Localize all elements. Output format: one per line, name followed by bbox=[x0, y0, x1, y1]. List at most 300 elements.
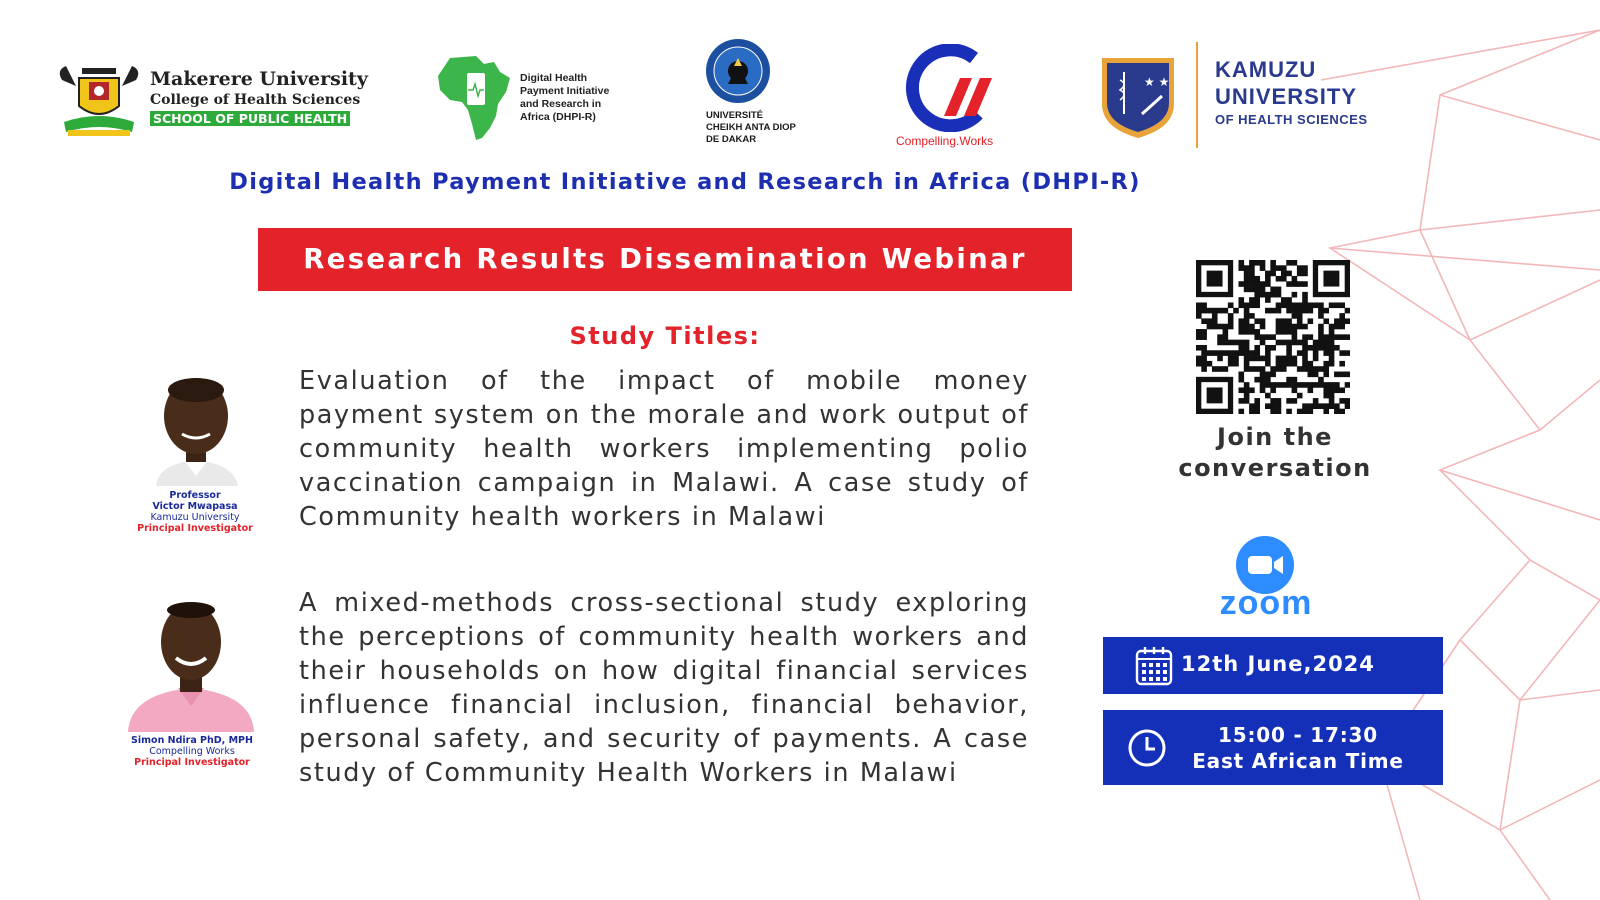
qr-module bbox=[1313, 345, 1319, 351]
qr-module bbox=[1339, 387, 1345, 393]
qr-module bbox=[1318, 329, 1324, 335]
qr-module bbox=[1228, 340, 1234, 346]
dhpi-logo-text bbox=[520, 72, 609, 124]
qr-module bbox=[1323, 340, 1329, 346]
dhpi-line3: and Research in bbox=[520, 98, 602, 110]
qr-module bbox=[1254, 409, 1260, 414]
qr-module bbox=[1260, 292, 1266, 298]
qr-module bbox=[1302, 340, 1308, 346]
qr-module bbox=[1244, 308, 1250, 314]
event-time bbox=[1163, 722, 1433, 774]
qr-finder-pattern bbox=[1323, 271, 1339, 287]
qr-module bbox=[1260, 334, 1266, 340]
qr-module bbox=[1302, 350, 1308, 356]
qr-module bbox=[1323, 387, 1329, 393]
qr-module bbox=[1238, 345, 1244, 351]
qr-module bbox=[1244, 356, 1250, 362]
qr-module bbox=[1308, 308, 1314, 314]
qr-module bbox=[1308, 366, 1314, 372]
qr-module bbox=[1302, 366, 1308, 372]
qr-module bbox=[1292, 387, 1298, 393]
qr-module bbox=[1212, 313, 1218, 319]
study-title-2: A mixed-methods cross-sectional study exploring the perceptions of community health workers and their households on how digital financial services influence financial inclusion, financial behavior, personal safety, and security of payments. A case study of Community Health Workers in Malawi bbox=[299, 588, 1029, 788]
makerere-line3: SCHOOL OF PUBLIC HEALTH bbox=[150, 111, 350, 126]
africa-map-phone-icon bbox=[436, 54, 512, 142]
qr-module bbox=[1292, 313, 1298, 319]
qr-module bbox=[1334, 334, 1340, 340]
headline: Digital Health Payment Initiative and Research in Africa (DHPI-R) bbox=[229, 169, 1141, 195]
qr-module bbox=[1244, 350, 1250, 356]
qr-module bbox=[1244, 287, 1250, 293]
qr-module bbox=[1249, 302, 1255, 308]
qr-module bbox=[1260, 340, 1266, 346]
qr-module bbox=[1334, 324, 1340, 330]
time-line2: East African Time bbox=[1192, 749, 1404, 773]
qr-module bbox=[1238, 377, 1244, 383]
qr-module bbox=[1244, 271, 1250, 277]
qr-module bbox=[1323, 409, 1329, 414]
qr-module bbox=[1302, 382, 1308, 388]
qr-module bbox=[1323, 318, 1329, 324]
qr-module bbox=[1323, 361, 1329, 367]
qr-module bbox=[1196, 345, 1202, 351]
qr-module bbox=[1254, 398, 1260, 404]
qr-module bbox=[1292, 382, 1298, 388]
qr-module bbox=[1308, 409, 1314, 414]
kamuzu-shield-icon bbox=[1100, 54, 1176, 140]
qr-module bbox=[1292, 308, 1298, 314]
qr-module bbox=[1260, 281, 1266, 287]
join-line2: conversation bbox=[1178, 454, 1372, 482]
qr-module bbox=[1329, 302, 1335, 308]
qr-module bbox=[1292, 260, 1298, 266]
qr-module bbox=[1265, 334, 1271, 340]
qr-module bbox=[1286, 382, 1292, 388]
qr-module bbox=[1201, 350, 1207, 356]
qr-module bbox=[1339, 350, 1345, 356]
qr-module bbox=[1276, 409, 1282, 414]
qr-module bbox=[1228, 356, 1234, 362]
qr-module bbox=[1254, 356, 1260, 362]
qr-module bbox=[1249, 329, 1255, 335]
kamuzu-logo-text bbox=[1215, 56, 1368, 127]
time-line1: 15:00 - 17:30 bbox=[1218, 723, 1378, 747]
qr-module bbox=[1201, 302, 1207, 308]
qr-module bbox=[1228, 361, 1234, 367]
qr-module bbox=[1281, 271, 1287, 277]
qr-module bbox=[1207, 318, 1213, 324]
qr-module bbox=[1323, 382, 1329, 388]
qr-module bbox=[1244, 393, 1250, 399]
qr-module bbox=[1302, 302, 1308, 308]
qr-module bbox=[1302, 324, 1308, 330]
qr-module bbox=[1297, 265, 1303, 271]
presenter-photo-mwapasa bbox=[148, 376, 244, 486]
qr-module bbox=[1233, 308, 1239, 314]
qr-module bbox=[1265, 361, 1271, 367]
qr-module bbox=[1292, 276, 1298, 282]
qr-module bbox=[1244, 345, 1250, 351]
qr-module bbox=[1276, 292, 1282, 298]
qr-module bbox=[1238, 409, 1244, 414]
qr-module bbox=[1265, 297, 1271, 303]
qr-module bbox=[1302, 409, 1308, 414]
zoom-wordmark: zoom bbox=[1219, 584, 1313, 622]
qr-module bbox=[1276, 403, 1282, 409]
qr-module bbox=[1276, 361, 1282, 367]
qr-module bbox=[1334, 318, 1340, 324]
qr-module bbox=[1249, 350, 1255, 356]
qr-module bbox=[1265, 356, 1271, 362]
qr-module bbox=[1254, 403, 1260, 409]
qr-module bbox=[1217, 324, 1223, 330]
qr-module bbox=[1270, 271, 1276, 277]
qr-module bbox=[1244, 387, 1250, 393]
qr-module bbox=[1212, 318, 1218, 324]
qr-module bbox=[1254, 297, 1260, 303]
qr-module bbox=[1217, 350, 1223, 356]
qr-module bbox=[1345, 318, 1350, 324]
calendar-icon bbox=[1135, 646, 1173, 686]
qr-module bbox=[1329, 398, 1335, 404]
ucad-line3: DE DAKAR bbox=[706, 134, 757, 145]
qr-module bbox=[1276, 302, 1282, 308]
qr-module bbox=[1196, 308, 1202, 314]
qr-module bbox=[1260, 324, 1266, 330]
qr-module bbox=[1238, 302, 1244, 308]
qr-module bbox=[1244, 318, 1250, 324]
qr-module bbox=[1323, 308, 1329, 314]
qr-module bbox=[1329, 345, 1335, 351]
qr-module bbox=[1313, 340, 1319, 346]
qr-module bbox=[1329, 356, 1335, 362]
qr-module bbox=[1249, 287, 1255, 293]
qr-module bbox=[1217, 334, 1223, 340]
ucad-seal-icon bbox=[705, 38, 771, 104]
qr-module bbox=[1254, 334, 1260, 340]
qr-module bbox=[1201, 308, 1207, 314]
qr-module bbox=[1260, 265, 1266, 271]
qr-module bbox=[1254, 366, 1260, 372]
qr-module bbox=[1339, 372, 1345, 378]
qr-module bbox=[1308, 361, 1314, 367]
qr-module bbox=[1286, 271, 1292, 277]
qr-module bbox=[1292, 398, 1298, 404]
qr-module bbox=[1323, 366, 1329, 372]
qr-module bbox=[1318, 302, 1324, 308]
qr-module bbox=[1329, 382, 1335, 388]
qr-module bbox=[1318, 345, 1324, 351]
makerere-line1: Makerere University bbox=[150, 68, 368, 90]
qr-module bbox=[1313, 356, 1319, 362]
qr-module bbox=[1308, 403, 1314, 409]
qr-module bbox=[1308, 372, 1314, 378]
qr-module bbox=[1249, 281, 1255, 287]
time-box bbox=[1103, 710, 1443, 785]
qr-module bbox=[1270, 382, 1276, 388]
qr-module bbox=[1228, 324, 1234, 330]
qr-module bbox=[1276, 329, 1282, 335]
qr-module bbox=[1286, 350, 1292, 356]
presenter-caption-ndira bbox=[112, 735, 272, 768]
qr-module bbox=[1286, 297, 1292, 303]
qr-module bbox=[1244, 329, 1250, 335]
qr-module bbox=[1281, 297, 1287, 303]
qr-module bbox=[1334, 302, 1340, 308]
dhpi-line4: Africa (DHPI-R) bbox=[520, 111, 596, 123]
qr-module bbox=[1334, 409, 1340, 414]
makerere-line2: College of Health Sciences bbox=[150, 92, 361, 108]
qr-module bbox=[1270, 287, 1276, 293]
join-conversation-text bbox=[1160, 422, 1390, 484]
qr-module bbox=[1249, 366, 1255, 372]
qr-module bbox=[1302, 356, 1308, 362]
qr-module bbox=[1292, 361, 1298, 367]
kamuzu-divider bbox=[1196, 42, 1198, 148]
qr-module bbox=[1254, 302, 1260, 308]
qr-module bbox=[1217, 340, 1223, 346]
qr-module bbox=[1233, 356, 1239, 362]
event-date: 12th June,2024 bbox=[1181, 652, 1375, 676]
qr-module bbox=[1292, 356, 1298, 362]
qr-module bbox=[1281, 361, 1287, 367]
qr-module bbox=[1297, 271, 1303, 277]
qr-module bbox=[1223, 334, 1229, 340]
qr-module bbox=[1265, 382, 1271, 388]
qr-module bbox=[1286, 398, 1292, 404]
qr-module bbox=[1297, 318, 1303, 324]
qr-module bbox=[1254, 276, 1260, 282]
qr-module bbox=[1276, 287, 1282, 293]
qr-module bbox=[1339, 302, 1345, 308]
qr-module bbox=[1339, 409, 1345, 414]
qr-module bbox=[1334, 403, 1340, 409]
qr-module bbox=[1270, 260, 1276, 266]
qr-module bbox=[1196, 361, 1202, 367]
qr-module bbox=[1302, 403, 1308, 409]
qr-module bbox=[1228, 313, 1234, 319]
qr-module bbox=[1270, 308, 1276, 314]
qr-module bbox=[1292, 302, 1298, 308]
qr-module bbox=[1329, 361, 1335, 367]
qr-module bbox=[1217, 356, 1223, 362]
qr-module bbox=[1329, 334, 1335, 340]
qr-module bbox=[1244, 265, 1250, 271]
qr-module bbox=[1297, 393, 1303, 399]
qr-module bbox=[1270, 387, 1276, 393]
presenter2-name: Simon Ndira PhD, MPH bbox=[131, 735, 253, 746]
qr-module bbox=[1254, 345, 1260, 351]
qr-module bbox=[1254, 287, 1260, 293]
ucad-logo-text bbox=[706, 110, 796, 146]
qr-module bbox=[1201, 366, 1207, 372]
qr-module bbox=[1308, 318, 1314, 324]
qr-module bbox=[1249, 260, 1255, 266]
qr-module bbox=[1254, 260, 1260, 266]
kamuzu-line3: OF HEALTH SCIENCES bbox=[1215, 112, 1368, 127]
qr-module bbox=[1270, 366, 1276, 372]
qr-module bbox=[1196, 302, 1202, 308]
qr-code[interactable] bbox=[1196, 260, 1350, 414]
webinar-banner: Research Results Dissemination Webinar bbox=[258, 228, 1072, 291]
qr-module bbox=[1260, 260, 1266, 266]
qr-module bbox=[1212, 308, 1218, 314]
qr-module bbox=[1238, 387, 1244, 393]
qr-module bbox=[1244, 313, 1250, 319]
qr-module bbox=[1249, 324, 1255, 330]
qr-module bbox=[1297, 281, 1303, 287]
presenter-photo-ndira bbox=[126, 598, 256, 732]
qr-module bbox=[1339, 318, 1345, 324]
qr-module bbox=[1281, 356, 1287, 362]
date-box bbox=[1103, 637, 1443, 694]
qr-module bbox=[1302, 334, 1308, 340]
qr-module bbox=[1238, 398, 1244, 404]
qr-module bbox=[1228, 318, 1234, 324]
compelling-works-text: Compelling.Works bbox=[896, 134, 994, 148]
qr-module bbox=[1249, 387, 1255, 393]
qr-module bbox=[1223, 329, 1229, 335]
presenter1-name: Victor Mwapasa bbox=[152, 501, 238, 512]
dhpi-line1: Digital Health bbox=[520, 72, 588, 84]
qr-module bbox=[1323, 334, 1329, 340]
qr-module bbox=[1212, 350, 1218, 356]
qr-module bbox=[1265, 377, 1271, 383]
qr-module bbox=[1334, 372, 1340, 378]
qr-module bbox=[1302, 308, 1308, 314]
qr-module bbox=[1207, 361, 1213, 367]
qr-module bbox=[1302, 271, 1308, 277]
qr-module bbox=[1238, 318, 1244, 324]
qr-module bbox=[1233, 361, 1239, 367]
qr-module bbox=[1292, 329, 1298, 335]
qr-module bbox=[1201, 329, 1207, 335]
qr-module bbox=[1286, 356, 1292, 362]
qr-module bbox=[1244, 361, 1250, 367]
qr-module bbox=[1238, 372, 1244, 378]
qr-module bbox=[1265, 350, 1271, 356]
qr-module bbox=[1297, 308, 1303, 314]
qr-module bbox=[1217, 366, 1223, 372]
qr-module bbox=[1329, 403, 1335, 409]
qr-module bbox=[1345, 372, 1350, 378]
qr-module bbox=[1318, 340, 1324, 346]
qr-module bbox=[1281, 340, 1287, 346]
qr-module bbox=[1244, 276, 1250, 282]
qr-module bbox=[1254, 350, 1260, 356]
qr-module bbox=[1302, 345, 1308, 351]
qr-module bbox=[1212, 366, 1218, 372]
qr-module bbox=[1297, 366, 1303, 372]
qr-module bbox=[1297, 302, 1303, 308]
qr-module bbox=[1254, 329, 1260, 335]
qr-module bbox=[1297, 313, 1303, 319]
qr-module bbox=[1260, 382, 1266, 388]
qr-module bbox=[1334, 382, 1340, 388]
qr-module bbox=[1276, 308, 1282, 314]
ucad-line1: UNIVERSITÉ bbox=[706, 110, 764, 121]
qr-module bbox=[1318, 324, 1324, 330]
presenter-caption-mwapasa bbox=[115, 490, 275, 534]
qr-finder-pattern bbox=[1207, 387, 1223, 403]
qr-module bbox=[1345, 382, 1350, 388]
qr-module bbox=[1228, 350, 1234, 356]
qr-module bbox=[1270, 398, 1276, 404]
qr-module bbox=[1323, 372, 1329, 378]
qr-module bbox=[1334, 387, 1340, 393]
qr-module bbox=[1302, 297, 1308, 303]
qr-module bbox=[1276, 340, 1282, 346]
qr-module bbox=[1339, 398, 1345, 404]
qr-module bbox=[1265, 403, 1271, 409]
qr-module bbox=[1323, 345, 1329, 351]
qr-module bbox=[1265, 372, 1271, 378]
dhpi-line2: Payment Initiative bbox=[520, 85, 610, 97]
qr-module bbox=[1345, 398, 1350, 404]
qr-module bbox=[1233, 350, 1239, 356]
qr-module bbox=[1308, 382, 1314, 388]
qr-module bbox=[1318, 377, 1324, 383]
qr-module bbox=[1308, 345, 1314, 351]
qr-module bbox=[1281, 324, 1287, 330]
presenter2-role: Principal Investigator bbox=[134, 757, 250, 768]
qr-module bbox=[1276, 382, 1282, 388]
qr-module bbox=[1345, 334, 1350, 340]
qr-module bbox=[1270, 292, 1276, 298]
qr-module bbox=[1286, 340, 1292, 346]
qr-module bbox=[1339, 361, 1345, 367]
qr-module bbox=[1196, 313, 1202, 319]
study-title-1: Evaluation of the impact of mobile money payment system on the morale and work output of community health workers implementing polio vaccination campaign in Malawi. A case study of Community health workers in Malawi bbox=[299, 366, 1029, 532]
qr-module bbox=[1276, 398, 1282, 404]
qr-module bbox=[1292, 334, 1298, 340]
qr-module bbox=[1238, 324, 1244, 330]
qr-module bbox=[1238, 350, 1244, 356]
qr-module bbox=[1207, 324, 1213, 330]
svg-text:★ ★: ★ ★ bbox=[1144, 75, 1170, 89]
qr-module bbox=[1302, 292, 1308, 298]
qr-module bbox=[1281, 366, 1287, 372]
kamuzu-line1: KAMUZU bbox=[1215, 57, 1317, 82]
qr-module bbox=[1260, 366, 1266, 372]
qr-module bbox=[1249, 265, 1255, 271]
qr-module bbox=[1297, 409, 1303, 414]
qr-module bbox=[1286, 308, 1292, 314]
qr-module bbox=[1313, 372, 1319, 378]
qr-module bbox=[1223, 324, 1229, 330]
qr-module bbox=[1286, 302, 1292, 308]
qr-module bbox=[1286, 324, 1292, 330]
clock-icon bbox=[1127, 728, 1167, 768]
qr-module bbox=[1260, 356, 1266, 362]
qr-module bbox=[1286, 345, 1292, 351]
qr-module bbox=[1249, 313, 1255, 319]
qr-module bbox=[1238, 281, 1244, 287]
qr-module bbox=[1244, 366, 1250, 372]
qr-module bbox=[1302, 265, 1308, 271]
join-line1: Join the bbox=[1217, 423, 1333, 451]
qr-module bbox=[1249, 271, 1255, 277]
qr-module bbox=[1313, 403, 1319, 409]
qr-module bbox=[1249, 409, 1255, 414]
qr-module bbox=[1339, 313, 1345, 319]
qr-module bbox=[1323, 403, 1329, 409]
qr-module bbox=[1308, 387, 1314, 393]
qr-module bbox=[1323, 393, 1329, 399]
qr-module bbox=[1334, 345, 1340, 351]
qr-module bbox=[1329, 329, 1335, 335]
qr-module bbox=[1302, 281, 1308, 287]
